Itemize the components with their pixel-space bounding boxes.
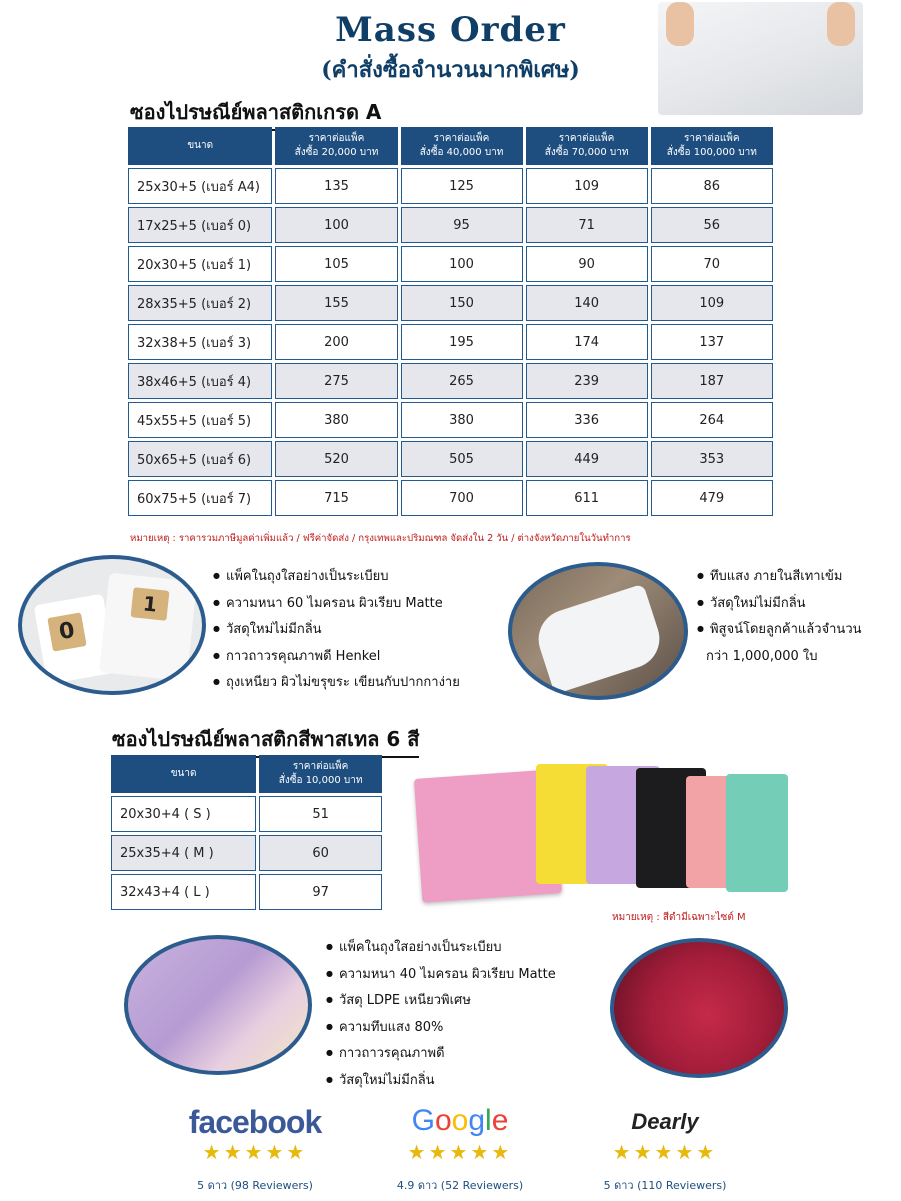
pastel-features xyxy=(326,934,556,1093)
price-cell: 109 xyxy=(526,168,648,204)
price-cell: 200 xyxy=(275,324,397,360)
dearly-review-count: 5 ดาว (110 Reviewers) xyxy=(603,1179,727,1192)
left-hand-graphic xyxy=(666,2,694,46)
price-cell: 700 xyxy=(401,480,523,516)
grade-a-price-table xyxy=(125,124,776,519)
price-cell: 353 xyxy=(651,441,773,477)
price-cell: 90 xyxy=(526,246,648,282)
table-row xyxy=(111,796,382,832)
price-cell: 150 xyxy=(401,285,523,321)
size-cell: 45x55+5 (เบอร์ 5) xyxy=(128,402,272,438)
price-cell: 336 xyxy=(526,402,648,438)
table-header-price-40000: ราคาต่อแพ็ค สั่งซื้อ 40,000 บาท xyxy=(401,127,523,165)
grade-a-pack-photo xyxy=(18,555,206,695)
grade-a-warehouse-photo xyxy=(508,562,688,700)
price-cell: 611 xyxy=(526,480,648,516)
table-row xyxy=(128,324,773,360)
price-cell: 95 xyxy=(401,207,523,243)
price-cell: 715 xyxy=(275,480,397,516)
price-cell: 56 xyxy=(651,207,773,243)
price-cell: 380 xyxy=(401,402,523,438)
price-cell: 135 xyxy=(275,168,397,204)
feature-item: ● วัสดุ LDPE เหนียวพิเศษ xyxy=(326,987,556,1014)
page-title: Mass Order xyxy=(335,10,566,50)
grade-a-features-left xyxy=(213,563,460,696)
size-cell: 50x65+5 (เบอร์ 6) xyxy=(128,441,272,477)
price-cell: 380 xyxy=(275,402,397,438)
table-row xyxy=(128,363,773,399)
price-cell: 100 xyxy=(401,246,523,282)
price-cell: 100 xyxy=(275,207,397,243)
section-title-pastel: ซองไปรษณีย์พลาสติกสีพาสเทล 6 สี xyxy=(112,723,419,758)
price-cell: 51 xyxy=(259,796,382,832)
google-review-count: 4.9 ดาว (52 Reviewers) xyxy=(396,1179,524,1192)
price-cell: 265 xyxy=(401,363,523,399)
table-row xyxy=(111,874,382,910)
grade-a-note: หมายเหตุ : ราคารวมภาษีมูลค่าเพิ่มแล้ว / ฟรีค่าจัดส่ง / กรุงเทพและปริมณฑล จัดส่งใน 2 วัน / ต่างจังหวัดภายในวันทำการ xyxy=(130,533,631,544)
pack-label-0: 0 xyxy=(47,612,86,651)
facebook-review-count: 5 ดาว (98 Reviewers) xyxy=(197,1179,313,1192)
price-cell: 195 xyxy=(401,324,523,360)
table-row xyxy=(111,835,382,871)
size-cell: 25x35+4 ( M ) xyxy=(111,835,256,871)
size-cell: 20x30+4 ( S ) xyxy=(111,796,256,832)
price-cell: 105 xyxy=(275,246,397,282)
price-cell: 479 xyxy=(651,480,773,516)
price-cell: 97 xyxy=(259,874,382,910)
feature-item: ● กาวถาวรคุณภาพดี Henkel xyxy=(213,643,460,670)
table-header-price-20000: ราคาต่อแพ็ค สั่งซื้อ 20,000 บาท xyxy=(275,127,397,165)
table-header-price-70000: ราคาต่อแพ็ค สั่งซื้อ 70,000 บาท xyxy=(526,127,648,165)
price-cell: 109 xyxy=(651,285,773,321)
table-header-size: ขนาด xyxy=(128,127,272,165)
feature-item: ● วัสดุใหม่ไม่มีกลิ่น xyxy=(326,1067,556,1094)
price-cell: 70 xyxy=(651,246,773,282)
pastel-note: หมายเหตุ : สีดำมีเฉพาะไซต์ M xyxy=(612,912,746,923)
review-facebook xyxy=(160,1104,350,1194)
table-header-size: ขนาด xyxy=(111,755,256,793)
price-cell: 520 xyxy=(275,441,397,477)
price-cell: 174 xyxy=(526,324,648,360)
price-cell: 275 xyxy=(275,363,397,399)
price-cell: 86 xyxy=(651,168,773,204)
table-row xyxy=(128,246,773,282)
dearly-logo: Dearly xyxy=(631,1109,699,1134)
hero-envelope-photo xyxy=(658,2,863,115)
size-cell: 17x25+5 (เบอร์ 0) xyxy=(128,207,272,243)
size-cell: 32x43+4 ( L ) xyxy=(111,874,256,910)
price-cell: 239 xyxy=(526,363,648,399)
dearly-stars: ★★★★★ xyxy=(612,1140,718,1164)
review-google xyxy=(380,1102,540,1194)
feature-item-continued: กว่า 1,000,000 ใบ xyxy=(706,648,818,664)
feature-item: ● ความหนา 60 ไมครอน ผิวเรียบ Matte xyxy=(213,590,460,617)
pack-label-1: 1 xyxy=(131,587,170,621)
pastel-red-envelope-photo xyxy=(610,938,788,1078)
feature-item: ● ความทึบแสง 80% xyxy=(326,1014,556,1041)
table-row xyxy=(128,285,773,321)
table-header-price-100000: ราคาต่อแพ็ค สั่งซื้อ 100,000 บาท xyxy=(651,127,773,165)
price-cell: 449 xyxy=(526,441,648,477)
pastel-envelopes-photo xyxy=(418,756,788,906)
price-cell: 137 xyxy=(651,324,773,360)
feature-item: ● แพ็คในถุงใสอย่างเป็นระเบียบ xyxy=(213,563,460,590)
feature-item: ● ทึบแสง ภายในสีเทาเข้ม xyxy=(697,563,862,590)
size-cell: 38x46+5 (เบอร์ 4) xyxy=(128,363,272,399)
feature-item: ● กาวถาวรคุณภาพดี xyxy=(326,1040,556,1067)
price-cell: 140 xyxy=(526,285,648,321)
feature-item: ● วัสดุใหม่ไม่มีกลิ่น xyxy=(213,616,460,643)
pastel-price-table xyxy=(108,752,385,913)
size-cell: 20x30+5 (เบอร์ 1) xyxy=(128,246,272,282)
page-subtitle: (คำสั่งซื้อจำนวนมากพิเศษ) xyxy=(321,57,580,83)
feature-item: ● ถุงเหนียว ผิวไม่ขรุขระ เขียนกับปากกาง่าย xyxy=(213,669,460,696)
right-hand-graphic xyxy=(827,2,855,46)
review-dearly xyxy=(590,1104,740,1194)
price-cell: 155 xyxy=(275,285,397,321)
table-row xyxy=(128,207,773,243)
grade-a-features-right xyxy=(697,563,862,669)
feature-item: ● ความหนา 40 ไมครอน ผิวเรียบ Matte xyxy=(326,961,556,988)
table-row xyxy=(128,480,773,516)
feature-item: ● พิสูจน์โดยลูกค้าแล้วจำนวน xyxy=(697,616,862,643)
table-header-price-10000: ราคาต่อแพ็ค สั่งซื้อ 10,000 บาท xyxy=(259,755,382,793)
google-logo: Google xyxy=(411,1104,509,1137)
table-row xyxy=(128,402,773,438)
google-stars: ★★★★★ xyxy=(407,1140,513,1164)
pastel-pack-photo xyxy=(124,935,312,1075)
section-title-grade-a: ซองไปรษณีย์พลาสติกเกรด A xyxy=(130,96,381,131)
price-cell: 505 xyxy=(401,441,523,477)
size-cell: 60x75+5 (เบอร์ 7) xyxy=(128,480,272,516)
size-cell: 28x35+5 (เบอร์ 2) xyxy=(128,285,272,321)
price-cell: 60 xyxy=(259,835,382,871)
size-cell: 25x30+5 (เบอร์ A4) xyxy=(128,168,272,204)
table-row xyxy=(128,168,773,204)
price-cell: 187 xyxy=(651,363,773,399)
price-cell: 264 xyxy=(651,402,773,438)
feature-item: ● แพ็คในถุงใสอย่างเป็นระเบียบ xyxy=(326,934,556,961)
facebook-logo: facebook xyxy=(188,1104,322,1140)
feature-item: ● วัสดุใหม่ไม่มีกลิ่น xyxy=(697,590,862,617)
table-row xyxy=(128,441,773,477)
envelope-mint xyxy=(726,774,788,892)
price-cell: 71 xyxy=(526,207,648,243)
size-cell: 32x38+5 (เบอร์ 3) xyxy=(128,324,272,360)
facebook-stars: ★★★★★ xyxy=(202,1140,308,1164)
price-cell: 125 xyxy=(401,168,523,204)
